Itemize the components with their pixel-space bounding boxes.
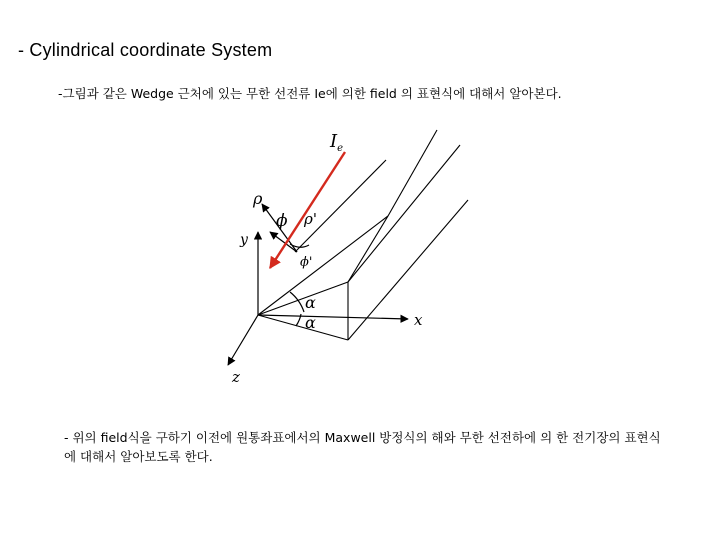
- wedge-edge-lower: [258, 315, 348, 340]
- wedge-front-edge: [348, 216, 388, 282]
- alpha-upper-label: α: [305, 293, 316, 312]
- wedge-plane-line-2: [348, 145, 460, 282]
- intro-text: -그림과 같은 Wedge 근처에 있는 무한 선전류 Ie에 의한 field 의 표현식에 대해서 알아본다.: [58, 86, 562, 101]
- wedge-plane-line-4: [295, 160, 386, 252]
- phi-label: ϕ: [276, 211, 288, 231]
- rho-prime-label: ρ': [304, 210, 317, 228]
- alpha-lower-label: α: [305, 313, 316, 332]
- rho-label: ρ: [253, 189, 263, 208]
- slide-title: - Cylindrical coordinate System: [18, 40, 273, 60]
- outro-text: - 위의 field식을 구하기 이전에 원통좌표에서의 Maxwell 방정식의 해와 무한 선전하에 의 한 전기장의 표현식에 대해서 알아보도록 한다.: [64, 430, 661, 464]
- axes: [228, 232, 408, 365]
- current-label: $I_e$: [330, 131, 344, 154]
- wedge-shape: [258, 130, 468, 340]
- z-axis-label: z: [232, 368, 240, 386]
- z-axis-line: [228, 315, 258, 365]
- phi-prime-label: ϕ': [300, 255, 313, 270]
- x-axis-label: x: [414, 311, 423, 329]
- x-axis-line: [258, 315, 408, 319]
- y-axis-label: y: [240, 232, 248, 248]
